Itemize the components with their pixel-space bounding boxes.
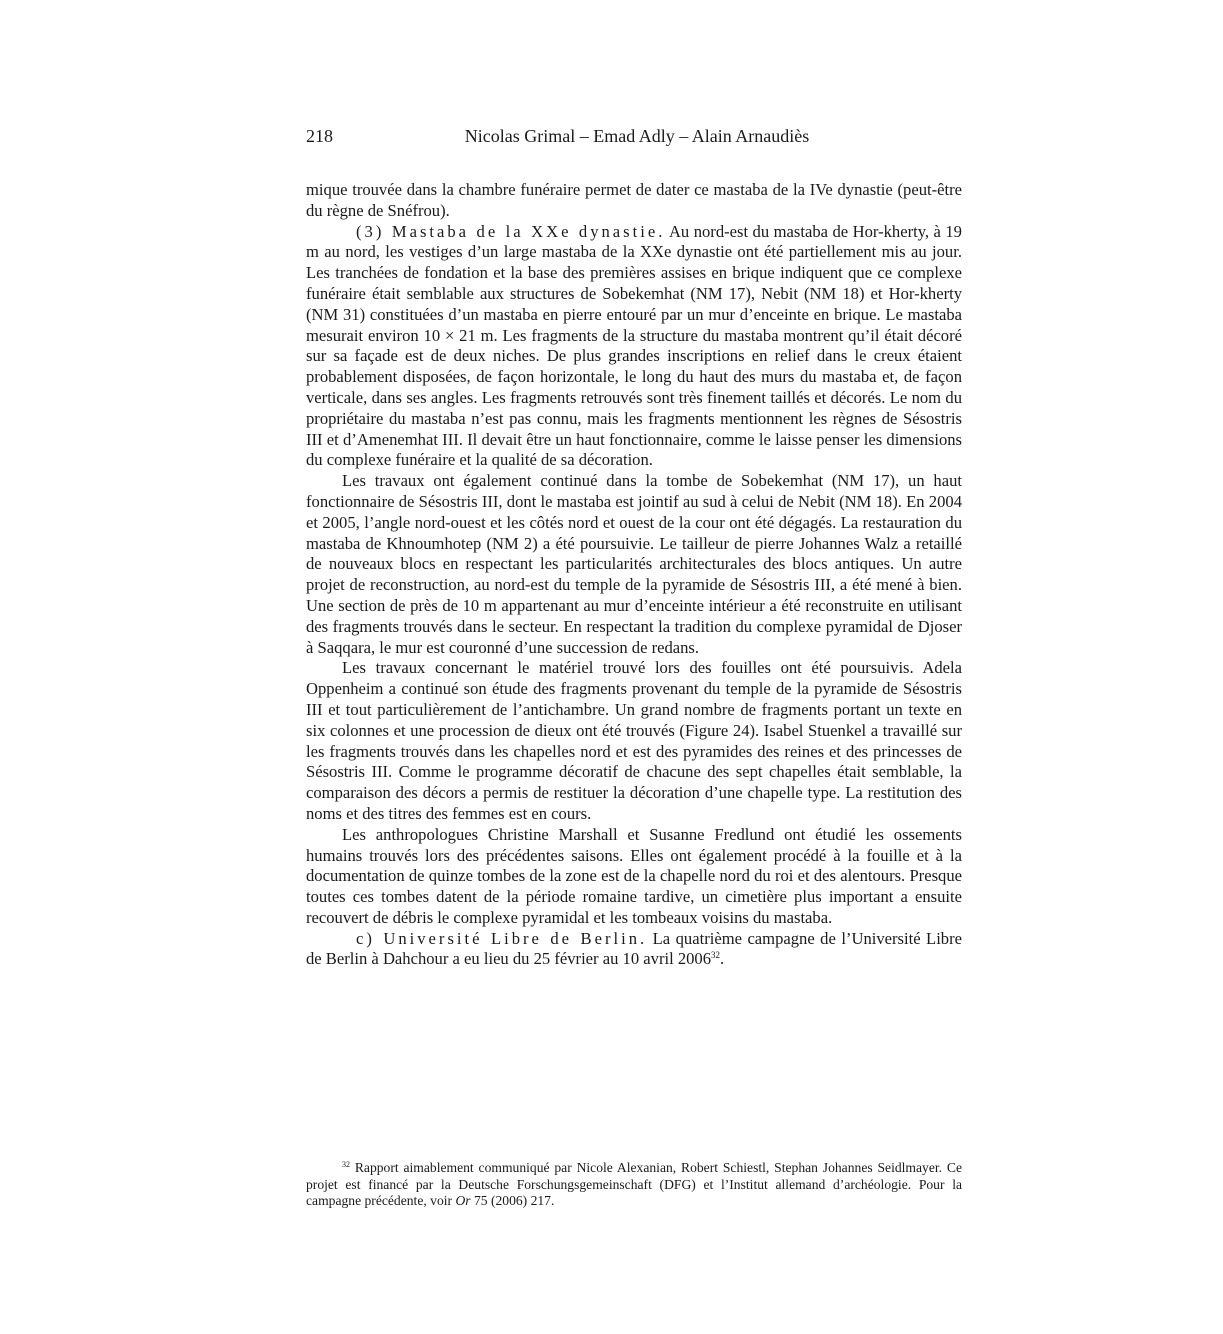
footnote-reference[interactable]: 32 [711, 950, 721, 961]
page-number: 218 [306, 126, 333, 146]
footnotes [306, 1160, 962, 1210]
footnote-number: 32 [342, 1160, 350, 1169]
running-header [306, 126, 962, 150]
section-heading: c) Université Libre de Berlin. [356, 928, 648, 948]
paragraph: Les anthropologues Christine Marshall et Susanne Fredlund ont étudié les ossements humains trouvés lors des précédentes saisons. Elles ont également procédé à la fouille et à la documentation de quinze tombes de la zone est de la chapelle nord du roi et des alentours. Presque toutes ces tombes datent de la période romaine tardive, un cimetière plus important a ensuite recouvert de débris le complexe pyramidal et les tombeaux voisins du mastaba. [306, 824, 962, 927]
footnote: $^{32}$ Rapport aimablement communiqué par Nicole Alexanian, Robert Schiestl, Stephan Johannes Seidlmayer. Ce projet est financé par la Deutsche Forschungsgemeinschaft (DFG) et l’Institut allemand d’archéologie. Pour la campagne précédente, voir Or 75 (2006) 217. [306, 1160, 962, 1209]
section-heading: (3) Mastaba de la XXe dynastie. [356, 221, 666, 241]
paragraph: Les travaux ont également continué dans la tombe de Sobekemhat (NM 17), un haut fonctionnaire de Sésostris III, dont le mastaba est jointif au sud à celui de Nebit (NM 18). En 2004 et 2005, l’angle nord-ouest et les côtés nord et ouest de la cour ont été dégagés. La restauration du mastaba de Khnoumhotep (NM 2) a été poursuivie. Le tailleur de pierre Johannes Walz a retaillé de nouveaux blocs en respectant les particularités architecturales des blocs antiques. Un autre projet de reconstruction, au nord-est du temple de la pyramide de Sésostris III, a été mené à bien. Une section de près de 10 m appartenant au mur d’enceinte intérieur a été reconstruite en utilisant des fragments trouvés dans le secteur. En respectant la tradition du complexe pyramidal de Djoser à Saqqara, le mur est couronné d’une succession de redans. [306, 471, 962, 657]
paragraph: c) Université Libre de Berlin. La quatrième campagne de l’Université Libre de Berlin à Dahchour a eu lieu du 25 février au 10 avril 2006$^{32}$. [306, 928, 962, 969]
journal-abbreviation: Or [455, 1193, 471, 1209]
paragraph: (3) Mastaba de la XXe dynastie. Au nord-est du mastaba de Hor-kherty, à 19 m au nord, les vestiges d’un large mastaba de la XXe dynastie ont été partiellement mis au jour. Les tranchées de fondation et la base des premières assises en brique indiquent que ce complexe funéraire était semblable aux structures de Sobekemhat (NM 17), Nebit (NM 18) et Hor-kherty (NM 31) constituées d’un mastaba en pierre entouré par un mur d’enceinte en brique. Le mastaba mesurait environ 10 × 21 m. Les fragments de la structure du mastaba montrent qu’il était décoré sur sa façade est de deux niches. De plus grandes inscriptions en relief dans le creux étaient probablement disposées, de façon horizontale, le long du haut des murs du mastaba et, de façon verticale, dans ses angles. Les fragments retrouvés sont très finement taillés et décorés. Le nom du propriétaire du mastaba n’est pas connu, mais les fragments mentionnent les règnes de Sésostris III et d’Amenemhat III. Il devait être un haut fonctionnaire, comme le laisse penser les dimensions du complexe funéraire et la qualité de sa décoration. [306, 221, 962, 470]
paragraph: Les travaux concernant le matériel trouvé lors des fouilles ont été poursuivis. Adela Oppenheim a continué son étude des fragments provenant du temple de la pyramide de Sésostris III et tout particulièrement de l’antichambre. Un grand nombre de fragments portant un texte en six colonnes et une procession de dieux ont été trouvés (Figure 24). Isabel Stuenkel a travaillé sur les fragments trouvés dans les chapelles nord et est des pyramides des reines et des princesses de Sésostris III. Comme le programme décoratif de chacune des sept chapelles était semblable, la comparaison des décors a permis de restituer la décoration d’une chapelle type. La restitution des noms et des titres des femmes est en cours. [306, 658, 962, 823]
body-text [306, 180, 962, 970]
running-title: Nicolas Grimal – Emad Adly – Alain Arnaudiès [464, 126, 810, 146]
paragraph: mique trouvée dans la chambre funéraire permet de dater ce mastaba de la IVe dynastie (peut-être du règne de Snéfrou). [306, 180, 962, 220]
